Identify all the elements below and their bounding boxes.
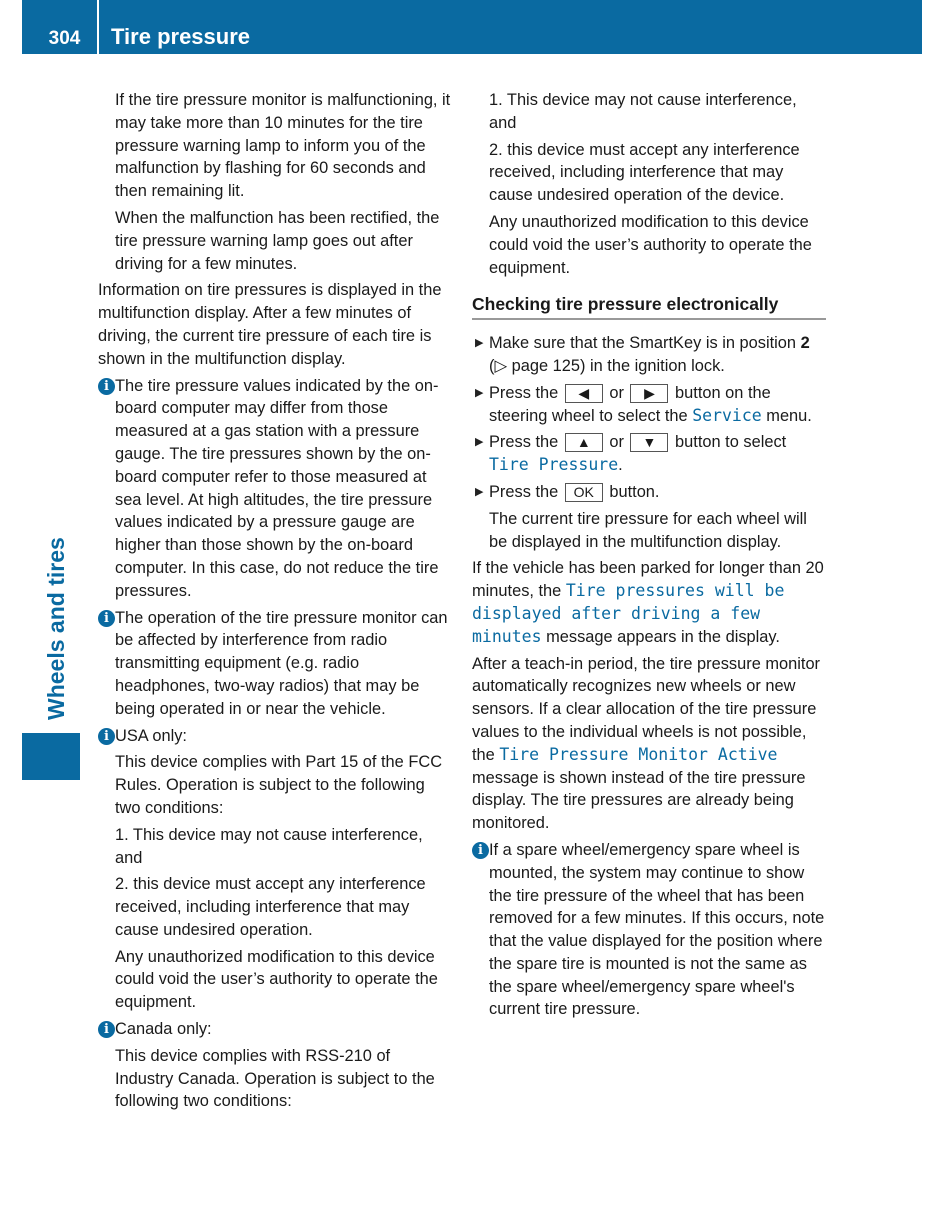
text-run: Press the xyxy=(489,482,563,501)
page-title: Tire pressure xyxy=(111,24,251,49)
instruction-step xyxy=(472,481,826,504)
paragraph xyxy=(98,873,452,941)
info-note xyxy=(98,725,452,748)
instruction-step xyxy=(472,431,826,477)
text-run: The operation of the tire pressure monitor can be affected by interference from radio transmitting equipment (e.g. radio headphones, two-way radios) that may be being operated in or near the vehicle. xyxy=(115,608,448,718)
text-run: After a teach-in period, the tire pressure monitor automatically recognizes new wheels or new sensors. If a clear allocation of the tire pressure values to the individual wheels is not possible, the xyxy=(472,654,821,764)
text-run: Press the xyxy=(489,433,563,452)
text-run: button to select xyxy=(670,433,787,452)
text-run: Press the xyxy=(489,383,563,402)
text-run: When the malfunction has been rectified, the tire pressure warning lamp goes out after driving for a few minutes. xyxy=(115,208,440,273)
paragraph xyxy=(98,946,452,1014)
display-message-text: Tire pressures will be displayed after driving a few minutes xyxy=(472,581,785,646)
text-run: message appears in the display. xyxy=(541,627,780,646)
bullet-arrow-icon: ▶ xyxy=(475,337,484,350)
paragraph xyxy=(472,653,826,835)
info-icon: i xyxy=(472,842,489,859)
info-note xyxy=(472,839,826,1021)
text-run: Any unauthorized modification to this device could void the user’s authority to operate the equipment. xyxy=(489,212,812,277)
paragraph xyxy=(98,751,452,819)
paragraph xyxy=(472,557,826,648)
paragraph xyxy=(472,211,826,279)
section-tab-label: Wheels and tires xyxy=(43,537,69,720)
text-run: This device complies with RSS-210 of Industry Canada. Operation is subject to the following two conditions: xyxy=(115,1046,435,1111)
paragraph xyxy=(98,89,452,203)
steering-button-key: ◀ xyxy=(565,384,603,403)
text-run: 1. This device may not cause interference, and xyxy=(489,91,797,132)
text-run: Any unauthorized modification to this device could void the user’s authority to operate the equipment. xyxy=(115,947,438,1012)
instruction-step xyxy=(472,382,826,428)
steering-button-key: ▶ xyxy=(630,384,668,403)
left-column xyxy=(98,89,452,1117)
paragraph xyxy=(98,279,452,370)
bullet-arrow-icon: ▶ xyxy=(475,485,484,498)
header-divider xyxy=(97,0,99,54)
text-run: 2. this device must accept any interference received, including interference that may cause undesired operation of the device. xyxy=(489,140,800,205)
paragraph xyxy=(98,1045,452,1113)
text-run: Canada only: xyxy=(115,1020,212,1039)
text-run: 2 xyxy=(800,334,810,353)
text-run: 1. This device may not cause interference, and xyxy=(115,825,423,867)
text-run: USA only: xyxy=(115,726,187,745)
text-run: If the vehicle has been parked for longer than 20 minutes, the xyxy=(472,559,824,601)
paragraph xyxy=(98,207,452,275)
text-run: message is shown instead of the tire pressure display. The tire pressures are already being monitored. xyxy=(472,768,806,833)
instruction-step xyxy=(472,332,826,378)
text-run: Make sure that the SmartKey is in position xyxy=(489,334,801,353)
text-run: The tire pressure values indicated by the on-board computer may differ from those measured at a gas station with a pressure gauge. The tire pressures shown by the on-board computer refer to those measured at sea level. At high altitudes, the tire pressure values indicated by a pressure gauge are higher than those shown by the on-board computer. In this case, do not reduce the tire pressures. xyxy=(115,376,439,600)
info-icon: i xyxy=(98,378,115,395)
text-run: Checking tire pressure electronically xyxy=(472,294,779,315)
info-note xyxy=(98,375,452,603)
text-run: button. xyxy=(604,482,660,501)
info-note xyxy=(98,607,452,721)
text-run: Information on tire pressures is displayed in the multifunction display. After a few minutes of driving, the current tire pressure of each tire is shown in the multifunction display. xyxy=(98,281,442,368)
text-run: This device complies with Part 15 of the FCC Rules. Operation is subject to the following two conditions: xyxy=(115,753,443,817)
text-run: 2. this device must accept any interference received, including interference that may cause undesired operation. xyxy=(115,875,426,939)
steering-button-key: ▲ xyxy=(565,433,603,452)
text-run: button on the steering wheel to select the xyxy=(489,383,771,425)
info-note xyxy=(98,1018,452,1041)
bullet-arrow-icon: ▶ xyxy=(475,436,484,449)
section-heading xyxy=(472,293,826,320)
info-icon: i xyxy=(98,610,115,627)
text-run: or xyxy=(604,383,629,402)
steering-button-key: ▼ xyxy=(630,433,668,452)
steering-button-key: OK xyxy=(565,483,603,502)
display-message-text: Tire Pressure Monitor Active xyxy=(499,744,778,764)
text-run: If the tire pressure monitor is malfunctioning, it may take more than 10 minutes for the tire pressure warning lamp to inform you of the malfunction by flashing for 60 seconds and then remaining lit. xyxy=(115,91,451,201)
text-run: . xyxy=(618,456,623,475)
info-icon: i xyxy=(98,1021,115,1038)
display-message-text: Service xyxy=(692,405,762,425)
text-run: (▷ page 125) in the ignition lock. xyxy=(489,356,725,375)
paragraph xyxy=(472,139,826,207)
bullet-arrow-icon: ▶ xyxy=(475,386,484,399)
page-number: 304 xyxy=(48,28,81,49)
paragraph xyxy=(472,508,826,554)
display-message-text: Tire Pressure xyxy=(489,455,619,475)
text-run: The current tire pressure for each wheel will be displayed in the multifunction display. xyxy=(489,509,807,551)
paragraph xyxy=(98,824,452,870)
info-icon: i xyxy=(98,728,115,745)
text-run: If a spare wheel/emergency spare wheel is mounted, the system may continue to show the tire pressure of the wheel that has been removed for a few minutes. If this occurs, note that the value displayed for the position where the spare tire is mounted is not the same as the spare wheel/emergency spare wheel's current tire pressure. xyxy=(489,840,825,1019)
text-run: or xyxy=(604,433,629,452)
section-tab-marker xyxy=(22,733,80,780)
paragraph xyxy=(472,89,826,135)
text-run: menu. xyxy=(761,406,812,425)
right-column xyxy=(472,89,826,1025)
